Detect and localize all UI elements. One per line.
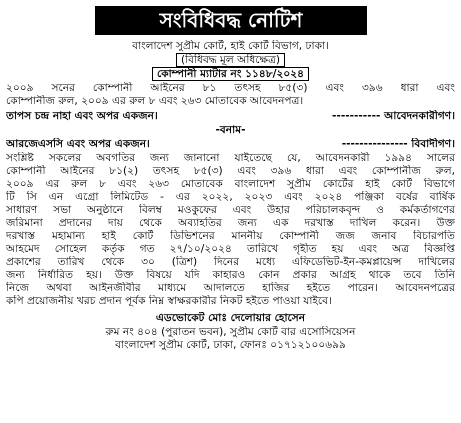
- respondent-role: বিবাদীগণ।: [411, 138, 455, 150]
- body-line: ২০০৯ এর রুল ৮ এবং ২৬৩ মোতাবেক বাংলাদেশ সুপ্রীম কোর্টের হাই কোর্ট বিভাগে: [6, 178, 455, 190]
- case-number-box: কোম্পানী ম্যাটার নং ১১৪৮/২০২৪: [152, 67, 309, 81]
- body-line: জন্য নির্ধারিত হয়। উক্ত বিষয়ে যদি কাহারও কোন প্রকার আগ্রহ থাকে তবে তিনি: [6, 269, 455, 281]
- address-line-1: রুম নং ৪০৪ (পুরাতন ভবন), সুপ্রীম কোর্ট বার এসোসিয়েসন: [105, 326, 356, 338]
- petitioner-row: [6, 110, 455, 123]
- petitioner-dashes: -----------: [332, 110, 381, 122]
- court-line: বাংলাদেশ সুপ্রীম কোর্ট, হাই কোর্ট বিভাগ, ঢাকা।: [132, 40, 329, 52]
- body-line: সংশ্লিষ্ট সকলের অবগতির জন্য জানানো যাইতেছে যে, আবেদনকারী ১৯৯৪ সালের: [6, 152, 455, 164]
- petition-line-2: কোম্পানীজ রুল, ২০০৯ এর রুল ৮ এবং ২৬৩ মোতাবেক আবেদনপত্র।: [6, 95, 304, 107]
- petitioner-suffix: [332, 110, 455, 123]
- body-line: প্রকাশের তারিখ থেকে ৩০ (ত্রিশ) দিনের মধ্যে এফিডেভিট-ইন-কমপ্লায়েন্স দাখিলের: [6, 256, 455, 268]
- petitioner-role: আবেদনকারীগণ।: [384, 110, 455, 122]
- petition-line-1: ২০০৯ সনের কোম্পানী আইনের ৮১ তৎসহ ৮৫(৩) এবং ৩৯৬ ধারা এবং: [6, 82, 455, 94]
- address-line-2: বাংলাদেশ সুপ্রীম কোর্ট, ঢাকা, ফোনঃ ০১৭১২১০০৬৯৯: [115, 339, 346, 351]
- body-line: টি সি এন এগ্রো লিমিটেড - এর ২০২২, ২০২৩ এবং ২০২৪ পঞ্জিকা বর্ষের বার্ষিক: [6, 191, 455, 203]
- body-line: কপি প্রয়োজনীয় খরচ প্রদান পূর্বক নিম্ন স্বাক্ষরকারীর নিকট হইতে পাওয়া যাইবে।: [6, 295, 332, 307]
- respondent-name: আরজেএসসি এবং অপর একজন।: [6, 138, 150, 150]
- body-line: নিজে অথবা আইনজীবীর মাধ্যমে আদালতে হাজির হইতে পারেন। আবেদনপত্রের: [6, 282, 455, 294]
- respondent-row: [6, 138, 455, 151]
- notice-title: সংবিধিবদ্ধ নোটিশ: [95, 6, 367, 35]
- body-line: আহমেদ সোহেল কর্তৃক গত ২৭/১০/২০২৪ তারিখে গৃহীত হয় এবং অত্র বিজ্ঞপ্তি: [6, 243, 455, 255]
- body-line: জরিমানা প্রদানের দায় থেকে অব্যাহতির জন্য এক দরখাস্ত দাখিল করেন। উক্ত: [6, 217, 455, 229]
- body-line: সাধারণ সভা অনুষ্ঠানে বিলম্ব মওকুফের এবং উহার পরিচালকবৃন্দ ও কর্মকর্তাগণের: [6, 204, 455, 216]
- petitioner-name: তাপস চন্দ্র নাহা এবং অপর একজন।: [6, 110, 158, 122]
- respondent-suffix: [342, 138, 455, 151]
- body-line: দরখাস্ত মহামান্য হাই কোর্ট ডিভিশনের মাননীয় কোম্পানী জজ জনাব বিচারপতি: [6, 230, 455, 242]
- case-number: [6, 67, 455, 81]
- respondent-dashes: ---------------: [341, 138, 408, 150]
- versus-label: -বনাম-: [215, 124, 246, 136]
- body-line: কোম্পানী আইনের ৮১(২) তৎসহ ৮৫(৩) এবং ৩৯৬ ধারা এবং কোম্পানীজ রুল,: [6, 165, 455, 177]
- jurisdiction-line: [6, 53, 455, 67]
- advocate-name: এডভোকেট মোঃ দেলোয়ার হোসেন: [155, 312, 306, 324]
- jurisdiction-box: (বিধিবদ্ধ মূল অধিক্ষেত্র): [176, 53, 285, 67]
